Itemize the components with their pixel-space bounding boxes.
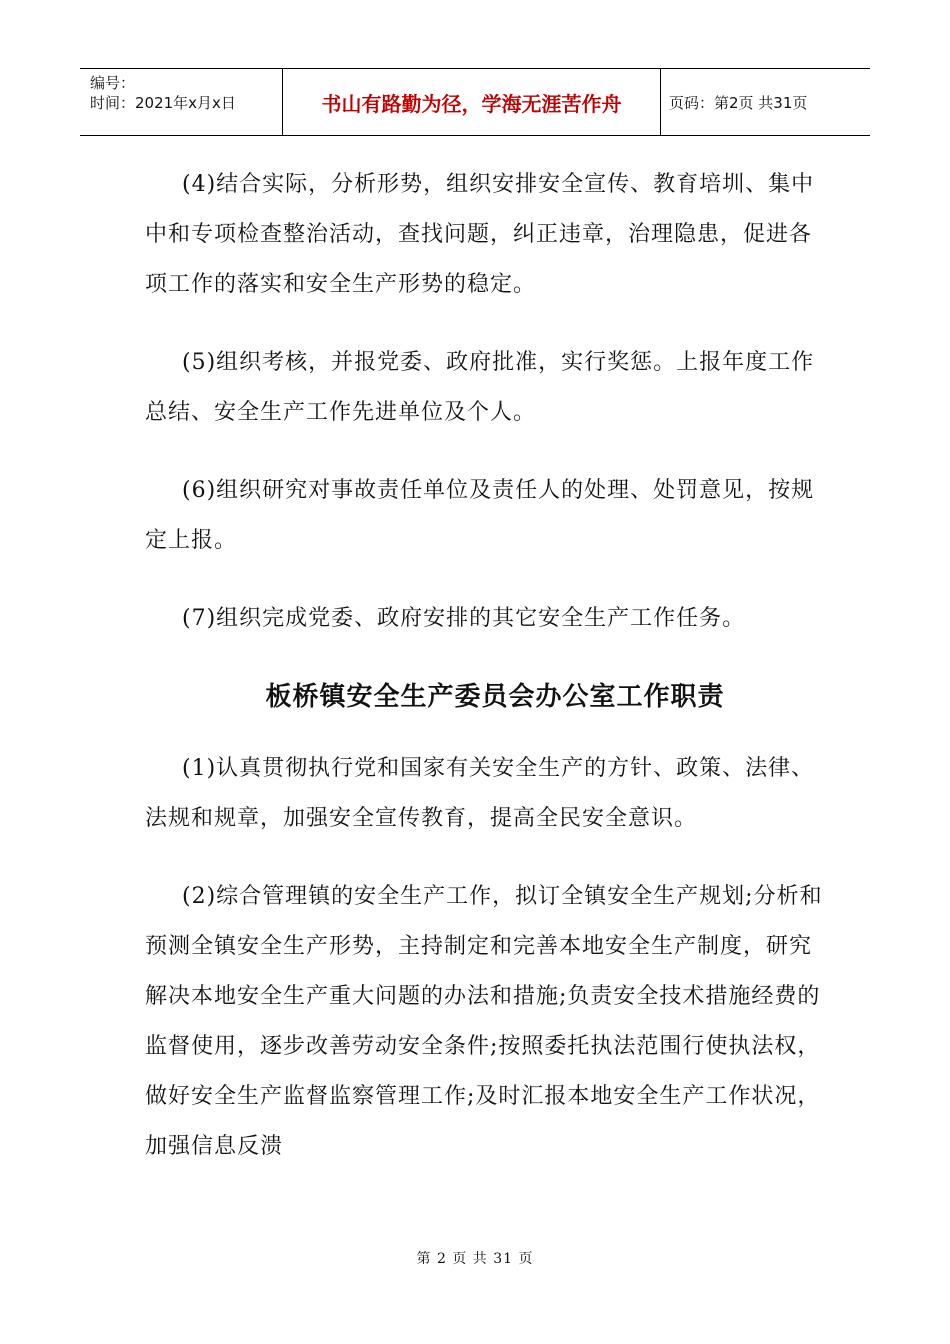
paragraph-7: (7)组织完成党委、政府安排的其它安全生产工作任务。 <box>182 606 746 631</box>
section-title: 板桥镇安全生产委员会办公室工作职责 <box>265 682 725 712</box>
paragraph-6: (6)组织研究对事故责任单位及责任人的处理、处罚意见，按规定上报。 <box>145 478 815 553</box>
duty-paragraph-2: (2)综合管理镇的安全生产工作，拟订全镇安全生产规划;分析和预测全镇安全生产形势，主持制定和完善本地安全生产制度，研究解决本地安全生产重大问题的办法和措施;负责安全技术措施经费的监督使用，逐步改善劳动安全条件;按照委托执法范围行使执法权，做好安全生产监督监察管理工作;及时汇报本地安全生产工作状况，加强信息反溃 <box>145 884 823 1159</box>
number-label: 编号： <box>90 74 136 92</box>
paragraph-4: (4)结合实际，分析形势，组织安排安全宣传、教育培圳、集中中和专项检查整治活动，查找问题，纠正违章，治理隐患，促进各项工作的落实和安全生产形势的稳定。 <box>145 172 815 297</box>
page-footer: 第 2 页 共 31 页 <box>416 1251 534 1267</box>
date-label: 时间：2021年x月x日 <box>90 94 236 112</box>
document-body <box>145 160 825 1200</box>
header-page-info: 页码：第2页 共31页 <box>669 93 808 112</box>
header-motto: 书山有路勤为径，学海无涯苦作舟 <box>283 69 661 135</box>
duty-paragraph-1: (1)认真贯彻执行党和国家有关安全生产的方针、政策、法律、法规和规章，加强安全宣传教育，提高全民安全意识。 <box>145 756 815 831</box>
document-header <box>80 68 870 136</box>
header-meta-cell <box>80 69 283 135</box>
paragraph-5: (5)组织考核，并报党委、政府批准，实行奖惩。上报年度工作总结、安全生产工作先进单位及个人。 <box>145 350 815 425</box>
